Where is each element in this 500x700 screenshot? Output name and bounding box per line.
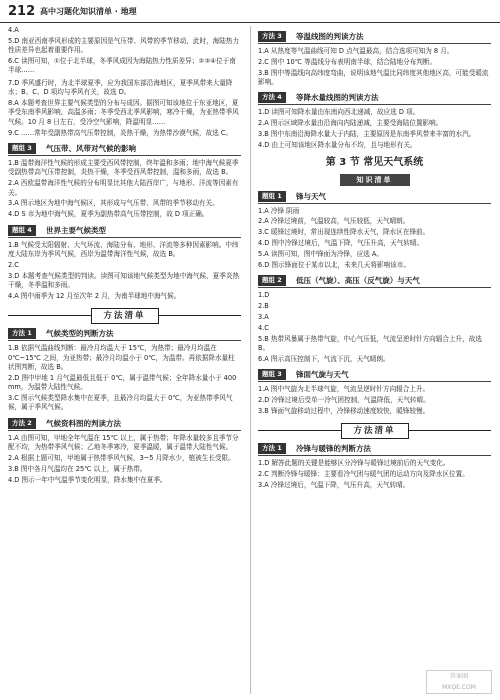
answer-item: 4.D 由上可知该地区降水量分布不均，且与地形有关。: [258, 141, 417, 150]
method-header: [8, 328, 241, 341]
answer-item: 2.A 图示区域降水量由沿海向内陆递减，主要受海陆位置影响。: [258, 119, 443, 128]
right-block-h: [258, 207, 491, 271]
answer-item: 2.D 冷锋过境后受单一冷气团控制，气温降低，天气转晴。: [258, 396, 430, 405]
banner-label: 方法清单: [90, 308, 158, 324]
method-title: 等降水量线图的判读方法: [296, 93, 379, 103]
topic-header: [258, 275, 491, 288]
answer-item: 2.A 冷锋过境前，气温较高，气压较低，天气晴朗。: [258, 217, 410, 226]
right-block-k: [258, 459, 491, 490]
answer-item: 1.D 解答此题的关键是能够区分冷锋与暖锋过境前后的天气变化。: [258, 459, 450, 468]
answer-item: 9.C ……常年受副热带高气压带控制，炎热干燥，为热带沙漠气候，故选 C。: [8, 128, 233, 137]
section-title: 第 3 节 常见天气系统: [325, 157, 424, 169]
method-title: 气候资料图的判读方法: [46, 418, 121, 428]
answer-item: 4.D 图中冷锋过境后，气温下降，气压升高，天气转晴。: [258, 239, 424, 248]
method-title: 冷锋与暖锋的判断方法: [296, 444, 371, 454]
answer-item: 3.B 锋面气旋移动过程中，冷锋移动速度较快，暖锋较慢。: [258, 406, 430, 415]
answer-item: 8.A 本题考查世界主要气候类型的分布与成因。据图可知该地位于东亚地区，夏季受东南季风影响，高温多雨；冬季受西北季风影响，寒冷干燥，为亚热带季风气候。10 月 8 日左右，受冷空气影响，降温明显……: [8, 99, 239, 126]
answer-item: 1.B 依据气温曲线判断：最冷月均温大于 15℃，为热带；最冷月均温在 0℃~15℃ 之间，为亚热带；最冷月均温小于 0℃，为温带。再依据降水量柱状图判断，故选 B。: [8, 344, 235, 371]
topic-header: [258, 369, 491, 382]
answer-item: 3.A: [258, 312, 269, 321]
answer-item: 1.A 图中气旋为北半球气旋，气流呈逆时针方向辐合上升。: [258, 385, 430, 394]
answer-item: 1.A 从热度等气温曲线可知 D 点气温最高，结合选项可知为 8 月。: [258, 47, 454, 55]
answer-item: 3.B 图中各月气温均在 25℃ 以上，属于热带。: [8, 464, 147, 473]
right-block-j: [258, 385, 491, 416]
watermark-text: 答案圈: [449, 673, 468, 680]
answer-item: 3.B 图中等温线向高纬度弯曲，说明该地气温比同纬度其他地区高，可能受暖流影响。: [258, 68, 489, 87]
topic-title: 锋面气旋与天气: [296, 370, 349, 380]
knowledge-ribbon: 知识清单: [340, 174, 410, 186]
left-block-e: [8, 434, 241, 485]
answer-item: 2.C 判断冷锋与暖锋：主要看冷气团与暖气团的运动方向及降水区位置。: [258, 470, 469, 479]
method-badge: 方法 1: [258, 443, 286, 454]
answer-item: 6.C 读图可知，①位于北半球，冬季风成因为海陆热力性质差异；②③④位于南半球……: [8, 57, 236, 75]
topic-title: 世界主要气候类型: [46, 225, 106, 235]
answer-item: 5.A 读图可知，图中锋面为冷锋，应选 A。: [258, 250, 384, 258]
method-header: [258, 443, 491, 456]
topic-title: 低压（气旋）、高压（反气旋）与天气: [296, 276, 420, 286]
left-block-b: [8, 159, 241, 220]
answer-item: 1.B 气候受太阳辐射、大气环流、海陆分布、地形、洋流等多种因素影响。中纬度大陆东岸为季风气候，西岸为温带海洋性气候，故选 B。: [8, 240, 239, 258]
answer-item: 5.B 热带风暴属于热带气旋，中心气压低，气流呈逆时针方向辐合上升，故选 B。: [258, 334, 482, 353]
topic-title: 锋与天气: [296, 191, 326, 201]
answer-item: 5.D 南亚西南季风形成的主要原因是气压带、风带的季节移动，此时，海陆热力性质差异也起着重要作用。: [8, 36, 240, 55]
answer-item: 3.D 本题考查气候类型的判读。读图可知该地气候类型为地中海气候，夏季炎热干燥，冬季温和多雨。: [8, 271, 240, 290]
topic-badge: 题组 4: [8, 225, 36, 236]
watermark-url: MXQE.COM: [442, 684, 476, 691]
answer-item: 4.C: [258, 323, 269, 332]
left-block-a: [8, 79, 241, 138]
answer-item: 3.C 暖锋过境时，常出现连续性降水天气，降水区在锋前。: [258, 228, 430, 237]
method-header: [8, 418, 241, 431]
page-number: 212: [8, 4, 36, 19]
left-block-c: [8, 241, 241, 302]
topic-badge: 题组 3: [258, 369, 286, 380]
answer-item: 1.D: [258, 291, 270, 300]
method-header: [258, 31, 491, 44]
banner-label: 方法清单: [340, 423, 408, 439]
method-badge: 方法 1: [8, 328, 36, 339]
answer-item: 6.D 图示锋面位于某市以北，未来几天将影响该市。: [258, 260, 410, 269]
topic-header: [8, 143, 241, 156]
book-title: 高中习题化知识清单 · 地理: [40, 7, 137, 16]
right-column: [258, 26, 491, 493]
method-badge: 方法 2: [8, 418, 36, 429]
topic-header: [8, 225, 241, 238]
answer-item: 3.C 图示气候类型降水集中在夏季，且最冷月均温大于 0℃，为亚热带季风气候，属于季风气候。: [8, 394, 233, 412]
answer-item: 6.A 图示高压控制下，气流下沉，天气晴朗。: [258, 354, 390, 363]
answer-item: 2.D 图中甲地 1 月气温最低且低于 0℃，属于温带气候；全年降水量小于 400 mm，为温带大陆性气候。: [8, 373, 237, 392]
page-header: [0, 0, 500, 23]
answer-item: 4.D S 市为地中海气候，夏季为副热带高气压带控制，故 D 项正确。: [8, 210, 209, 219]
answer-item: 1.D 读图可知降水量由东南向西北递减，故应选 D 项。: [258, 108, 420, 117]
left-intro: [8, 26, 241, 76]
method-header: [258, 92, 491, 105]
method-banner: [258, 422, 491, 438]
answer-item: 1.A 冷锋 阴雨: [258, 206, 300, 215]
topic-header: [258, 191, 491, 204]
left-column: [8, 26, 241, 488]
right-block-g: [258, 108, 491, 150]
method-title: 等温线图的判读方法: [296, 32, 364, 41]
answer-item: 2.C 图中 10℃ 等温线分布表明南半球，结合陆地分布判断。: [258, 57, 437, 66]
answer-item: 4.D 图示一年中气温季节变化明显，降水集中在夏季。: [8, 475, 167, 484]
answer-item: 3.A 图示地区为地中海气候区，其形成与气压带、风带的季节移动有关。: [8, 199, 219, 208]
right-block-i: [258, 291, 491, 364]
right-block-f: [258, 47, 491, 87]
answer-item: 2.A 根据上题可知，甲地属于热带季风气候，3~5 月降水少，植被生长受限。: [8, 454, 235, 462]
left-block-d: [8, 344, 241, 413]
answer-item: 4.A 图中雨季为 12 月至次年 2 月，为南半球地中海气候。: [8, 291, 181, 300]
answer-item: 3.A 冷锋过境后，气温下降，气压升高，天气转晴。: [258, 481, 410, 490]
watermark-logo: [426, 670, 492, 694]
answer-item: 3.B 图中东南沿海降水量大于内陆，主要原因是东南季风带来丰富的水汽。: [258, 130, 476, 139]
topic-badge: 题组 1: [258, 191, 286, 202]
answer-item: 2.C: [8, 260, 19, 269]
topic-title: 气压带、风带对气候的影响: [46, 143, 136, 153]
method-badge: 方法 4: [258, 92, 286, 103]
column-divider: [250, 26, 251, 694]
answer-item: 2.A 西欧温带海洋性气候的分布明显比其他大陆西岸广，与地形、洋流等因素有关。: [8, 179, 239, 197]
method-banner: [8, 307, 241, 323]
topic-badge: 题组 3: [8, 143, 36, 154]
topic-badge: 题组 2: [258, 275, 286, 286]
method-badge: 方法 3: [258, 31, 286, 42]
answer-item: 1.A 由图可知，甲地全年气温在 15℃ 以上，属于热带；年降水量较多且季节分配不均，为热带季风气候；乙地冬季寒冷，夏季温暖，属于温带大陆性气候。: [8, 433, 239, 452]
answer-item: 2.B: [258, 302, 269, 311]
answer-item: 1.B 温带海洋性气候的形成主要受西风带控制，终年温和多雨；地中海气候夏季受副热带高气压带控制，炎热干燥，冬季受西风带控制，温和多雨，故选 B。: [8, 158, 239, 177]
answer-item: 7.D 季风盛行时，为北半球夏季，应为我国东部沿海地区，夏季风带来大量降水；B、C、D 项均与季风有关，故选 D。: [8, 78, 233, 97]
answer-item: 4.A: [8, 26, 19, 34]
method-title: 气候类型的判断方法: [46, 329, 114, 339]
